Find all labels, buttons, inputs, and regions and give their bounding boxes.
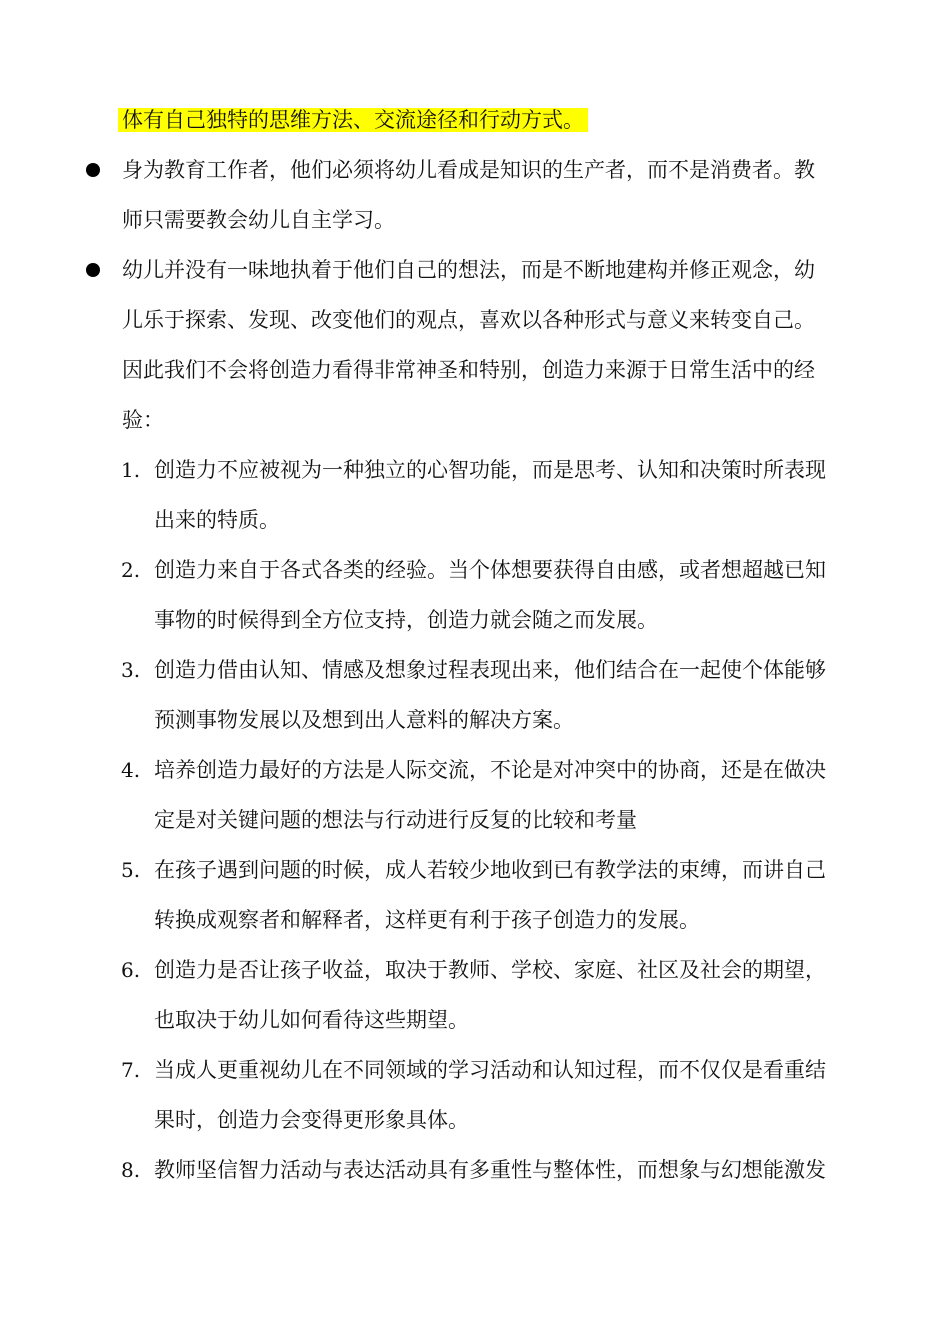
item-3-line-1: 创造力借由认知、情感及想象过程表现出来，他们结合在一起使个体能够: [154, 658, 826, 682]
item-number: 2.: [121, 558, 141, 582]
item-number: 5.: [121, 858, 141, 882]
item-5-line-2: 转换成观察者和解释者，这样更有利于孩子创造力的发展。: [154, 908, 700, 932]
item-6-line-2: 也取决于幼儿如何看待这些期望。: [154, 1008, 469, 1032]
item-1-line-1: 创造力不应被视为一种独立的心智功能，而是思考、认知和决策时所表现: [154, 458, 826, 482]
item-number: 1.: [121, 458, 141, 482]
bullet-2-line-1: 幼儿并没有一味地执着于他们自己的想法，而是不断地建构并修正观念，幼: [122, 258, 815, 282]
item-5-line-1: 在孩子遇到问题的时候，成人若较少地收到已有教学法的束缚，而讲自己: [154, 858, 826, 882]
item-8-line-1: 教师坚信智力活动与表达活动具有多重性与整体性，而想象与幻想能激发: [154, 1158, 826, 1182]
bullet-1-line-2: 师只需要教会幼儿自主学习。: [122, 208, 395, 232]
item-number: 3.: [121, 658, 141, 682]
item-number: 6.: [121, 958, 141, 982]
bullet-2-line-3: 因此我们不会将创造力看得非常神圣和特别，创造力来源于日常生活中的经: [122, 358, 815, 382]
item-4-line-1: 培养创造力最好的方法是人际交流，不论是对冲突中的协商，还是在做决: [154, 758, 826, 782]
continuation-line: [118, 103, 588, 137]
item-6-line-1: 创造力是否让孩子收益，取决于教师、学校、家庭、社区及社会的期望，: [154, 958, 826, 982]
highlighted-text: 体有自己独特的思维方法、交流途径和行动方式。: [118, 108, 588, 132]
item-number: 7.: [121, 1058, 141, 1082]
bullet-dot-icon: [86, 263, 100, 277]
item-number: 4.: [121, 758, 141, 782]
item-1-line-2: 出来的特质。: [154, 508, 280, 532]
bullet-1-line-1: 身为教育工作者，他们必须将幼儿看成是知识的生产者，而不是消费者。教: [122, 158, 815, 182]
bullet-dot-icon: [86, 163, 100, 177]
item-4-line-2: 定是对关键问题的想法与行动进行反复的比较和考量: [154, 808, 637, 832]
item-7-line-1: 当成人更重视幼儿在不同领域的学习活动和认知过程，而不仅仅是看重结: [154, 1058, 826, 1082]
item-7-line-2: 果时，创造力会变得更形象具体。: [154, 1108, 469, 1132]
item-2-line-2: 事物的时候得到全方位支持，创造力就会随之而发展。: [154, 608, 658, 632]
item-3-line-2: 预测事物发展以及想到出人意料的解决方案。: [154, 708, 574, 732]
item-2-line-1: 创造力来自于各式各类的经验。当个体想要获得自由感，或者想超越已知: [154, 558, 826, 582]
bullet-2-line-2: 儿乐于探索、发现、改变他们的观点，喜欢以各种形式与意义来转变自己。: [122, 308, 815, 332]
item-number: 8.: [121, 1158, 141, 1182]
bullet-2-line-4: 验：: [122, 408, 164, 432]
